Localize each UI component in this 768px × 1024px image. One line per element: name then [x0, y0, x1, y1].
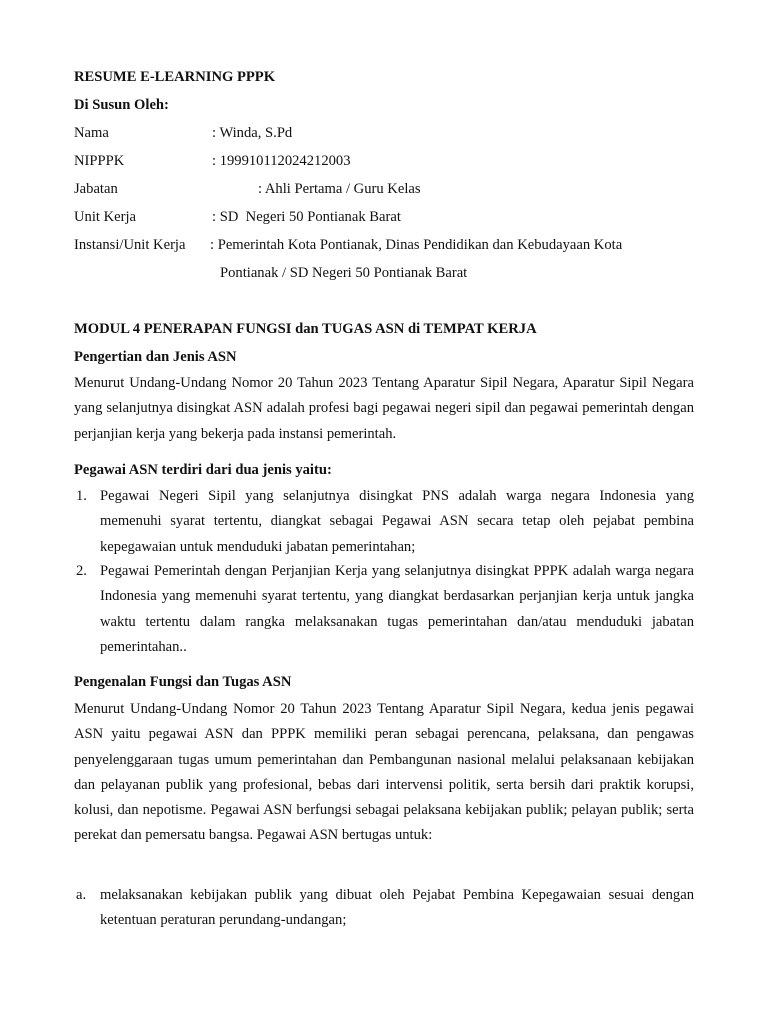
author-heading: Di Susun Oleh:: [74, 97, 169, 113]
module-title: MODUL 4 PENERAPAN FUNGSI dan TUGAS ASN di TEMPAT KERJA: [74, 321, 537, 337]
info-value-nipppk: : 199910112024212003: [212, 153, 351, 169]
info-label-unit-kerja: Unit Kerja: [74, 209, 137, 225]
list-item-tugas-a: melaksanakan kebijakan publik yang dibuat oleh Pejabat Pembina Kepegawaian sesuai dengan ketentuan peraturan perundang-undangan;: [100, 887, 694, 929]
section-paragraph-pengertian: Menurut Undang-Undang Nomor 20 Tahun 2023 Tentang Aparatur Sipil Negara, Aparatur Sipil Negara yang selanjutnya disingkat ASN adalah profesi bagi pegawai negeri sipil dan pegawai pemerintah dengan perjanjian kerja yang bekerja pada instansi pemerintah.: [74, 375, 694, 442]
section-paragraph-fungsi: Menurut Undang-Undang Nomor 20 Tahun 2023 Tentang Aparatur Sipil Negara, kedua jenis pegawai ASN yaitu pegawai ASN dan PPPK memiliki peran sebagai perencana, pelaksana, dan pengawas penyelenggaraan tugas umum pemerintahan dan Pembangunan nasional melalui pelaksanaan kebijakan dan pelayanan publik yang profesional, bebas dari intervensi politik, serta bersih dari praktik korupsi, kolusi, dan nepotisme. Pegawai ASN berfungsi sebagai pelaksana kebijakan publik; pelayan publik; serta perekat dan pemersatu bangsa. Pegawai ASN bertugas untuk:: [74, 701, 694, 844]
list-item-pns: Pegawai Negeri Sipil yang selanjutnya disingkat PNS adalah warga negara Indonesia yang memenuhi syarat tertentu, diangkat sebagai Pegawai ASN secara tetap oleh pejabat pembina kepegawaian untuk menduduki jabatan pemerintahan;: [100, 488, 694, 555]
info-value-instansi: : Pemerintah Kota Pontianak, Dinas Pendidikan dan Kebudayaan Kota: [210, 237, 623, 253]
list-item-marker: 1.: [76, 488, 87, 504]
info-value-instansi-cont: Pontianak / SD Negeri 50 Pontianak Barat: [220, 265, 468, 281]
list-item-marker: 2.: [76, 563, 87, 579]
section-heading-fungsi: Pengenalan Fungsi dan Tugas ASN: [74, 674, 292, 690]
info-label-jabatan: Jabatan: [74, 181, 118, 197]
section-heading-pengertian: Pengertian dan Jenis ASN: [74, 349, 237, 365]
info-label-nipppk: NIPPPK: [74, 153, 125, 169]
list-item-marker: a.: [76, 887, 87, 903]
info-value-jabatan: : Ahli Pertama / Guru Kelas: [258, 181, 421, 197]
document-title: RESUME E-LEARNING PPPK: [74, 69, 276, 85]
list-item-pppk: Pegawai Pemerintah dengan Perjanjian Kerja yang selanjutnya disingkat PPPK adalah warga negara Indonesia yang memenuhi syarat tertentu, yang diangkat berdasarkan perjanjian kerja untuk jangka waktu tertentu dalam rangka melaksanakan tugas pemerintahan dan/atau menduduki jabatan pemerintahan..: [100, 563, 694, 655]
section-heading-jenis: Pegawai ASN terdiri dari dua jenis yaitu:: [74, 462, 332, 478]
info-label-instansi: Instansi/Unit Kerja: [74, 237, 186, 253]
info-label-nama: Nama: [74, 125, 109, 141]
info-value-nama: : Winda, S.Pd: [212, 125, 293, 141]
info-value-unit-kerja: : SD Negeri 50 Pontianak Barat: [212, 209, 401, 225]
